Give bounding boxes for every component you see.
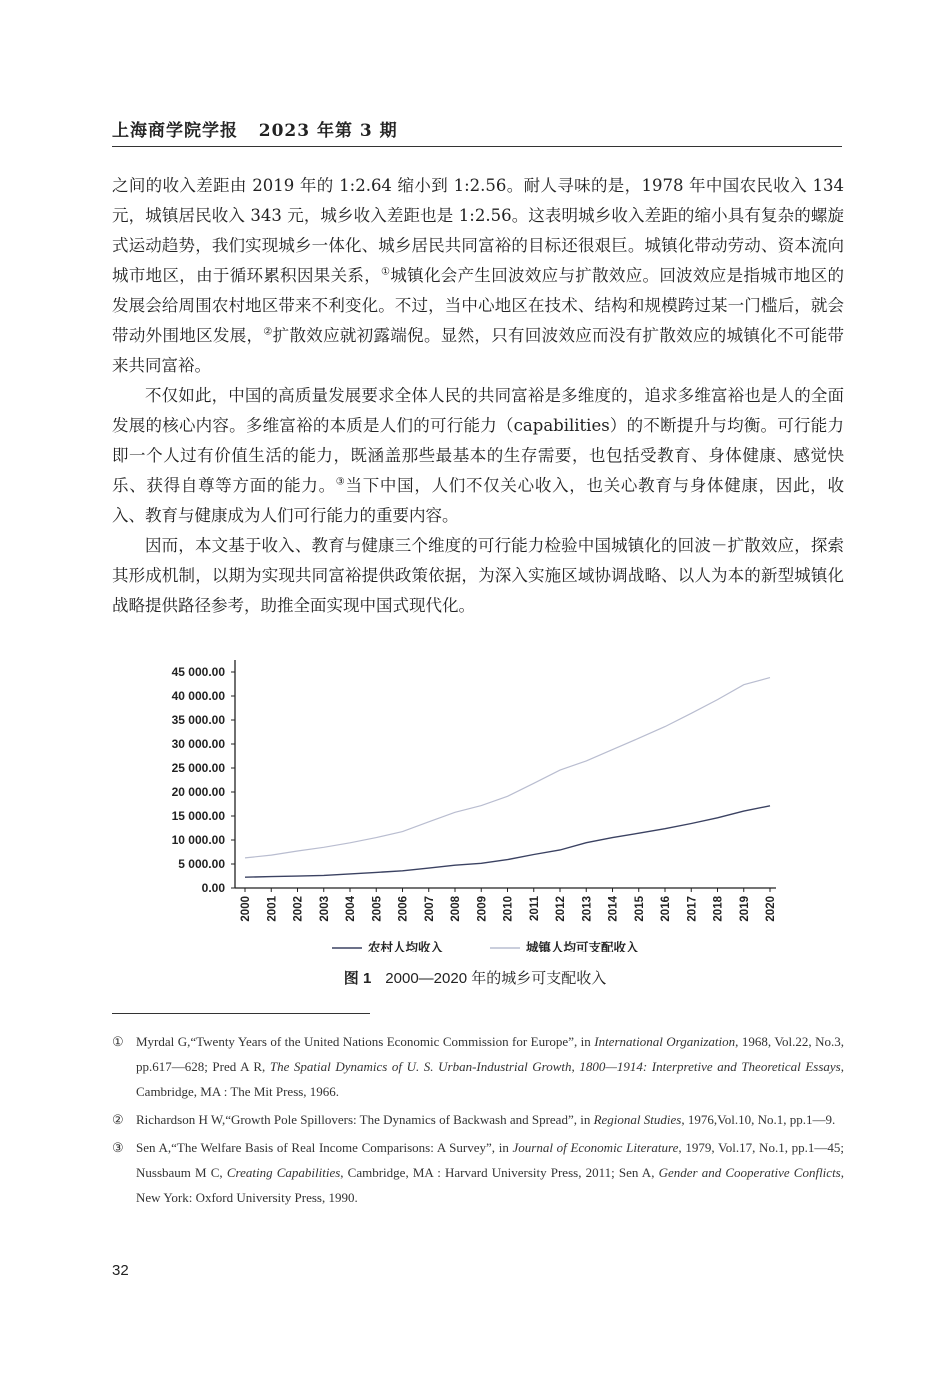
paragraph-2: [112, 381, 844, 531]
footnote-italic: The Spatial Dynamics of U. S. Urban-Industrial Growth, 1800—1914: Interpretive and Theoretical Essays: [269, 1059, 841, 1074]
x-tick-label: 2001: [266, 896, 279, 922]
x-tick-label: 2004: [345, 896, 357, 922]
legend-label: 城镇人均可支配收入: [526, 941, 639, 952]
footnote-text: , Cambridge, MA : Harvard University Press, 2011; Sen A,: [340, 1165, 659, 1180]
paragraph-3-text: 因而，本文基于收入、教育与健康三个维度的可行能力检验中国城镇化的回波－扩散效应，探索其形成机制，以期为实现共同富裕提供政策依据，为深入实施区域协调战略、以人为本的新型城镇化战略提供路径参考，助推全面实现中国式现代化。: [112, 536, 844, 615]
footnote-italic: Journal of Economic Literature: [512, 1140, 679, 1155]
footnote-1: [112, 1029, 844, 1104]
header-rule: [112, 146, 842, 147]
income-chart: [150, 652, 810, 952]
footnote-ref-2[interactable]: ②: [263, 326, 273, 338]
x-tick-label: 2005: [371, 896, 384, 922]
footnote-text: , 1968, Vol.22, No.3, pp.617—628; Pred A R,: [136, 1034, 844, 1074]
footnote-mark: ①: [112, 1034, 124, 1049]
footnote-text: Myrdal G,“Twenty Years of the United Nations Economic Commission for Europe”, in: [136, 1034, 595, 1049]
x-tick-label: 2008: [450, 896, 462, 922]
paragraph-1-text-c: 扩散效应就初露端倪。显然，只有回波效应而没有扩散效应的城镇化不可能带来共同富裕。: [112, 326, 845, 375]
x-tick-label: 2009: [476, 896, 489, 922]
x-tick-label: 2002: [292, 896, 305, 922]
paragraph-2-text-a: 不仅如此，中国的高质量发展要求全体人民的共同富裕是多维度的，追求多维富裕也是人的全面发展的核心内容。多维富裕的本质是人们的可行能力（capabilities）的不断提升与均衡。可行能力即一个人过有价值生活的能力，既涵盖那些最基本的生存需要，也包括受教育、身体健康、感觉快乐、获得自尊等方面的能力。: [112, 386, 844, 495]
footnote-text: , 1976,Vol.10, No.1, pp.1—9.: [681, 1112, 836, 1127]
footnote-mark: ③: [112, 1140, 124, 1155]
paragraph-2-text-b: 当下中国，人们不仅关心收入，也关心教育与身体健康，因此，收入、教育与健康成为人们可行能力的重要内容。: [112, 476, 845, 525]
x-tick-label: 2000: [240, 896, 252, 922]
body-text: [112, 171, 844, 621]
footnote-italic: Gender and Cooperative Conflicts: [658, 1165, 841, 1180]
journal-name: 上海商学院学报: [112, 121, 238, 141]
x-tick-label: 2015: [633, 896, 646, 922]
series-line-urban: [245, 678, 770, 858]
x-tick-label: 2003: [318, 896, 331, 922]
paragraph-3: [112, 531, 844, 621]
y-tick-label: 15 000.00: [171, 809, 225, 823]
footnote-text: , Cambridge, MA : The Mit Press, 1966.: [136, 1059, 844, 1099]
x-tick-label: 2011: [528, 896, 541, 921]
footnote-mark: ②: [112, 1112, 124, 1127]
y-tick-label: 20 000.00: [171, 785, 225, 799]
x-tick-label: 2014: [607, 896, 620, 922]
footnote-italic: Regional Studies: [593, 1112, 682, 1127]
legend-label: 农村人均收入: [368, 941, 444, 952]
x-tick-label: 2017: [686, 896, 699, 922]
footnote-rule: [112, 1013, 370, 1014]
footnotes: [112, 1029, 844, 1213]
figure-label: 图 1: [343, 970, 372, 987]
footnote-text: Richardson H W,“Growth Pole Spillovers: The Dynamics of Backwash and Spread”, in: [136, 1112, 594, 1127]
x-tick-label: 2013: [581, 896, 594, 922]
footnote-italic: International Organization: [594, 1034, 736, 1049]
y-tick-label: 25 000.00: [171, 761, 225, 775]
x-tick-label: 2006: [397, 896, 410, 922]
x-tick-label: 2012: [555, 896, 567, 922]
footnote-text: , 1979, Vol.17, No.1, pp.1—45; Nussbaum M C,: [136, 1140, 844, 1180]
series-line-rural: [245, 806, 770, 877]
issue-label: 2023 年第 3 期: [258, 121, 398, 141]
y-tick-label: 30 000.00: [171, 737, 225, 751]
y-tick-label: 35 000.00: [171, 713, 225, 727]
y-tick-label: 40 000.00: [171, 689, 225, 703]
x-tick-label: 2007: [423, 896, 436, 922]
footnote-ref-1[interactable]: ①: [381, 266, 391, 278]
y-tick-label: 10 000.00: [171, 833, 225, 847]
paragraph-1-text-b: 城镇化会产生回波效应与扩散效应。回波效应是指城市地区的发展会给周围农村地区带来不利变化。不过，当中心地区在技术、结构和规模跨过某一门槛后，就会带动外围地区发展，: [112, 266, 845, 345]
y-tick-label: 5 000.00: [178, 857, 225, 871]
x-tick-label: 2016: [660, 896, 672, 922]
page-number: 32: [112, 1262, 129, 1279]
running-header: [112, 116, 398, 141]
paragraph-1: [112, 171, 844, 381]
chart-svg: [150, 652, 810, 952]
figure-caption-text: 2000—2020 年的城乡可支配收入: [385, 970, 607, 987]
footnote-text: Sen A,“The Welfare Basis of Real Income Comparisons: A Survey”, in: [136, 1140, 513, 1155]
x-tick-label: 2019: [738, 896, 751, 922]
x-tick-label: 2010: [502, 896, 515, 922]
y-tick-label: 45 000.00: [171, 665, 225, 679]
footnote-italic: Creating Capabilities: [226, 1165, 341, 1180]
figure-caption: [0, 967, 950, 988]
paragraph-1-text-a: 之间的收入差距由 2019 年的 1:2.64 缩小到 1:2.56。耐人寻味的是，1978 年中国农民收入 134 元，城镇居民收入 343 元，城乡收入差距也是 1:2.56。这表明城乡收入差距的缩小具有复杂的螺旋式运动趋势，我们实现城乡一体化、城乡居民共同富裕的目标还很艰巨。城镇化带动劳动、资本流向城市地区，由于循环累积因果关系，: [112, 176, 844, 285]
footnote-text: , New York: Oxford University Press, 1990.: [136, 1165, 844, 1205]
x-tick-label: 2018: [712, 896, 725, 922]
x-tick-label: 2020: [765, 896, 777, 922]
y-tick-label: 0.00: [201, 881, 225, 895]
footnote-ref-3[interactable]: ③: [335, 476, 346, 488]
footnote-2: [112, 1107, 844, 1132]
footnote-3: [112, 1135, 844, 1210]
